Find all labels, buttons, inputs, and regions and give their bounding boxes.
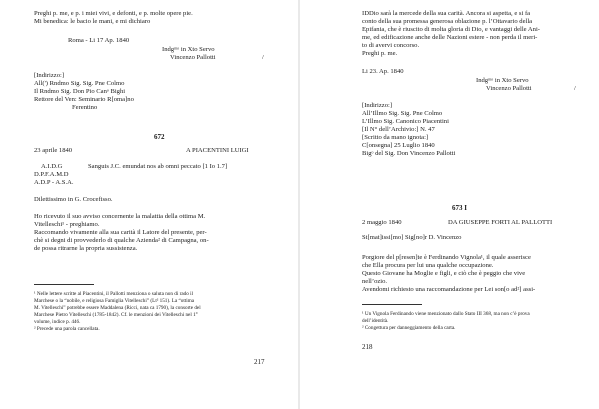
right-body-line-1: Porgiore del p[resen]te è Ferdinando Vignola¹, il quale asserisce: [362, 254, 531, 261]
footnote-line-2: Marchese o la “nobile, e religiosa Famiglia Vitelleschi” (Lt² 151). La “ottima: [34, 298, 195, 304]
motto-left-line-1: A.I.D.G: [41, 163, 63, 170]
footnote-line-4: Marchese Pietro Vitelleschi (1785-1842). Cf. le menzioni dei Vitelleschi nel 1°: [34, 312, 198, 318]
right-letter-date: 2 maggio 1840: [362, 219, 402, 226]
body-line-5: de possa ritrarne la propria sussistenza.: [34, 245, 138, 252]
footnote-line-5: volume, indice p. 446.: [34, 319, 81, 325]
letter-date: 23 aprile 1840: [34, 147, 73, 154]
footnote-line-6: ² Precede una parola cancellata.: [34, 326, 100, 332]
letter-greeting: Dilettissimo in G. Crocefisso.: [34, 196, 113, 203]
footnote-separator: [34, 284, 94, 285]
left-address-line-5: Ferentino: [72, 104, 98, 111]
right-body-line-3: Questo Giovane ha Moglie e figli, e ciò che è peggio che vive: [362, 270, 526, 277]
motto-left-line-2: D.P.F.A.M.D: [34, 171, 69, 178]
right-top-line-5: to di avervi concorso.: [362, 42, 420, 49]
right-address-line-7: Bigᵒ del Sig. Don Vincenzo Pallotti: [362, 150, 456, 157]
footnote-line-3: M. Vitelleschi” potrebbe essere Maddalena (Ricci, nata ca 1790), la consorte del: [34, 305, 201, 311]
right-body-line-2: che Ella procura per lui una qualche occupazione.: [362, 262, 494, 269]
right-footnote-line-2: dell’identità.: [362, 318, 389, 324]
left-signoff-mark: /: [262, 54, 264, 61]
right-place-date: Li 23. Ap. 1840: [362, 68, 404, 75]
letter-number-right: 673 I: [452, 204, 467, 212]
right-top-line-6: Preghi p. me.: [362, 50, 398, 57]
right-letter-greeting: St[mat]issi[mo] Sig[no]r D. Vincenzo: [362, 234, 462, 241]
right-footnote-separator: [362, 304, 422, 305]
motto-right: Sanguis J.C. emundat nos ab omni peccato [1 Io 1.7]: [88, 163, 228, 170]
letter-recipient: A PIACENTINI LUIGI: [186, 147, 249, 154]
right-body-line-4: nell’ozio.: [362, 278, 388, 285]
left-address-line-1: [Indirizzo:]: [34, 72, 65, 79]
left-top-line-1: Preghi p. me, e p. i miei vivi, e defonti, e p. molte opere pie.: [34, 10, 193, 17]
right-footnote-line-3: ² Congettura per danneggiamento della carta.: [362, 325, 456, 331]
right-address-line-5: [Scritto da mano ignota:]: [362, 134, 429, 141]
left-signoff-line-1: Indgᵐᵒ in Xto Servo: [162, 46, 215, 53]
page-number-right: 218: [362, 343, 373, 351]
footnote-line-1: ¹ Nelle lettere scritte al Piacentini, il Pallotti menziona o saluta non di rado il: [34, 291, 194, 297]
left-address-line-2: All(') Rndmo Sig. Sig. Pne Colmo: [34, 80, 125, 87]
right-body-line-5: Avendomi richiesto una raccomandazione per Lei son[o ad²] assi-: [362, 286, 536, 293]
right-top-line-3: Epifania, che è riuscito di molta gloria di Dio, e vantaggi delle Ani-: [362, 26, 540, 33]
left-signoff-line-2: Vincenzo Pallotti: [170, 54, 216, 61]
page-number-left: 217: [254, 358, 265, 366]
left-top-line-2: Mi benedica: le bacio le mani, e mi dichiaro: [34, 18, 151, 25]
right-top-line-1: IDDio sarà la mercede della sua carità. Ancora si aspetta, e si fa: [362, 10, 531, 17]
body-line-4: chè si degni di provvederlo di qualche Azienda² di Campagna, on-: [34, 237, 209, 244]
body-line-3: Raccomando vivamente alla sua carità il Latore del presente, per-: [34, 229, 207, 236]
motto-left-line-3: A.D.P - A.S.A.: [34, 179, 74, 186]
right-top-line-4: me, ed edificazione anche delle Nazioni estere - non perda il meri-: [362, 34, 538, 41]
right-top-line-2: conto della sua promessa generosa oblazione p. l’Ottavario della: [362, 18, 533, 25]
right-footnote-line-1: ¹ Un Vignola Ferdinando viene menzionato dallo Stato III 368, ma non c’è prova: [362, 311, 530, 317]
right-address-line-2: All’Illmo Sig. Sig. Pne Colmo: [362, 110, 443, 117]
left-address-line-3: Il Rndmo Sig. Don Pio Canᵒ Bighi: [34, 88, 126, 95]
right-address-line-1: [Indirizzo:]: [362, 102, 393, 109]
right-signoff-line-2: Vincenzo Pallotti: [486, 85, 532, 92]
archive-number-line: [Il N° dell’Archivio:] N. 47: [362, 126, 435, 133]
body-line-1: Ho ricevuto il suo avviso concernente la malattia della ottima M.: [34, 213, 206, 220]
right-page: [300, 0, 599, 409]
letter-number: 672: [154, 133, 165, 141]
left-address-line-4: Rettore del Ven: Seminario R[oma]no: [34, 96, 134, 103]
right-signoff-line-1: Indgᵐᵒ in Xto Servo: [476, 77, 529, 84]
right-address-line-3: L’Illmo Sig. Canonico Piacentini: [362, 118, 449, 125]
right-address-line-6: C[onsegna] 25 Luglio 1840: [362, 142, 435, 149]
left-place-date: Roma - Li 17 Ap. 1840: [68, 37, 130, 44]
body-line-2: Vitelleschi¹ - preghiamo.: [34, 221, 100, 228]
right-letter-recipient: DA GIUSEPPE FORTI AL PALLOTTI: [448, 219, 553, 226]
right-signoff-mark: /: [574, 85, 576, 92]
